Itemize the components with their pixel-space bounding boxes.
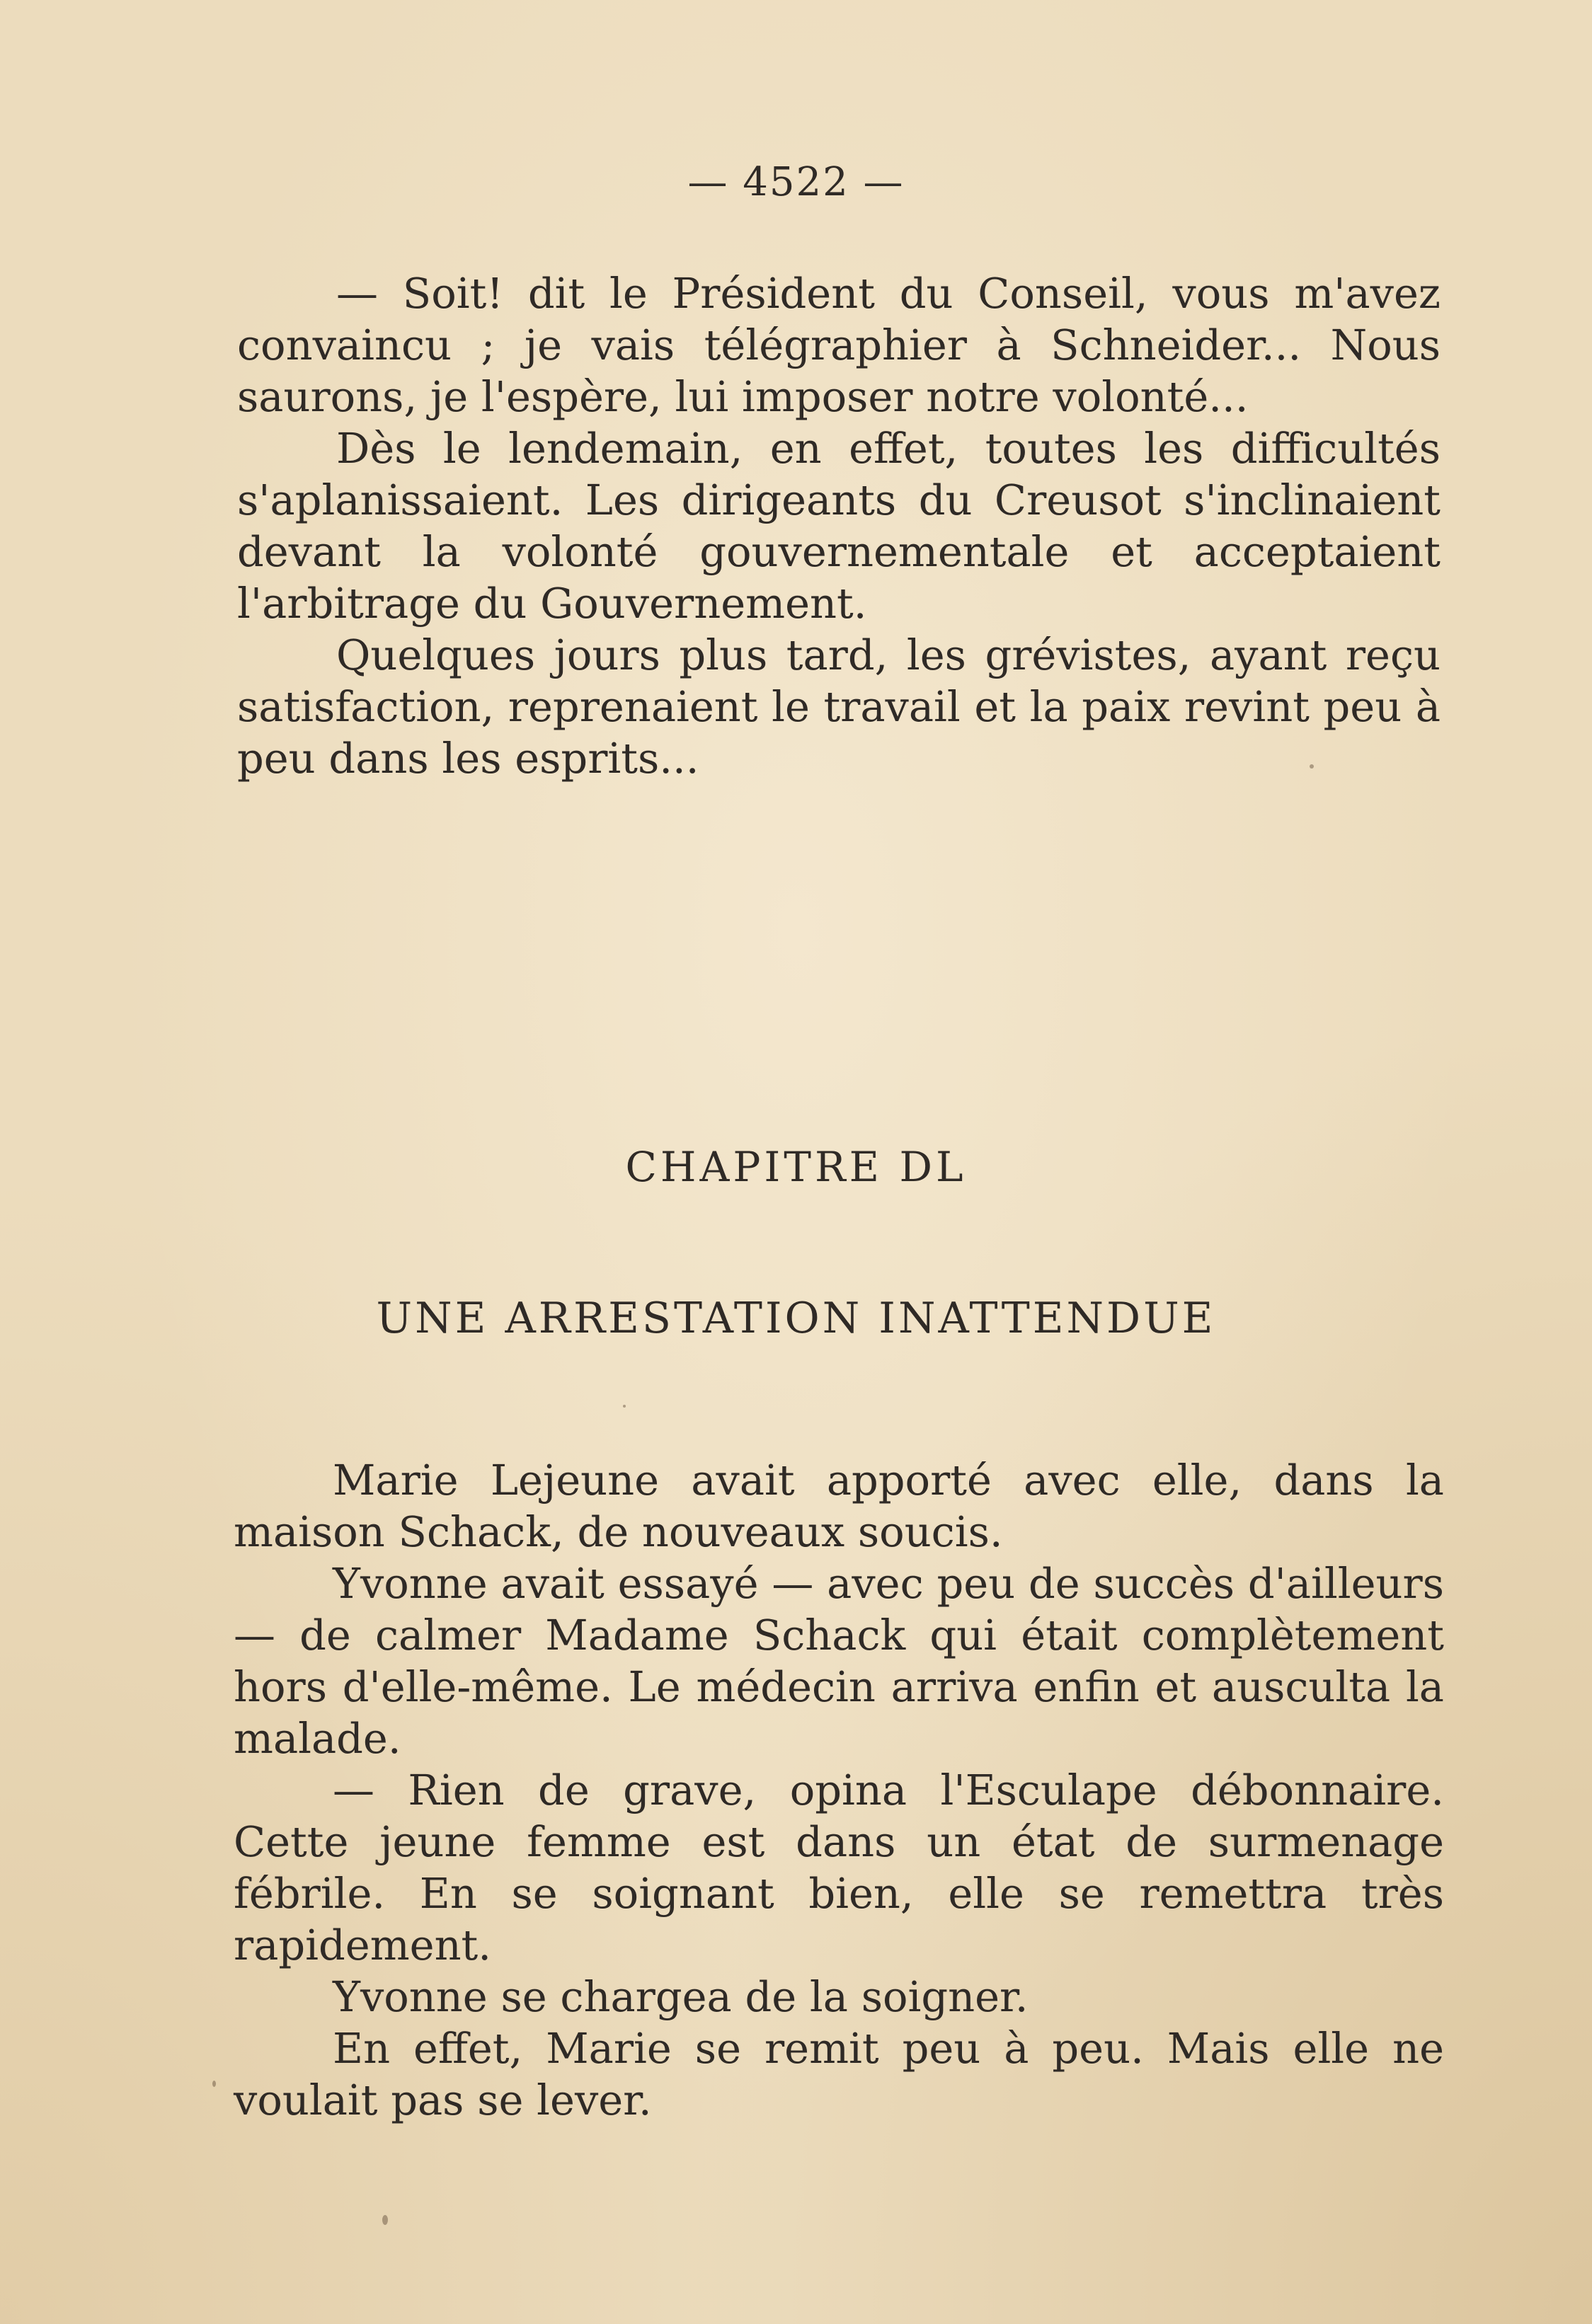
paragraph: — Rien de grave, opina l'Esculape débonnaire. Cette jeune femme est dans un état de surmenage fébrile. En se soignant bien, elle se remettra très rapidement. — [234, 1766, 1444, 1969]
page-number: — 4522 — — [687, 159, 905, 205]
paragraph: Marie Lejeune avait apporté avec elle, dans la maison Schack, de nouveaux soucis. — [234, 1456, 1444, 1556]
paper-speck — [1310, 764, 1314, 769]
chapter-title: CHAPITRE DL — [625, 1143, 967, 1191]
paragraph: Yvonne se chargea de la soigner. — [333, 1972, 1029, 2021]
paragraph: Quelques jours plus tard, les grévistes, ayant reçu satisfaction, reprenaient le travail et la paix revint peu à peu dans les esprits... — [237, 631, 1441, 783]
top-text-block — [237, 268, 1441, 784]
chapter-subtitle: UNE ARRESTATION INATTENDUE — [376, 1294, 1216, 1343]
paper-speck — [623, 1405, 626, 1408]
paragraph: Yvonne avait essayé — avec peu de succès d'ailleurs — de calmer Madame Schack qui était complètement hors d'elle-même. Le médecin arriva enfin et ausculta la malade. — [234, 1559, 1444, 1763]
paper-speck — [382, 2215, 388, 2225]
paragraph: En effet, Marie se remit peu à peu. Mais elle ne voulait pas se lever. — [234, 2024, 1444, 2124]
paragraph: Dès le lendemain, en effet, toutes les difficultés s'aplanissaient. Les dirigeants du Creusot s'inclinaient devant la volonté gouvernementale et acceptaient l'arbitrage du Gouvernement. — [237, 424, 1441, 628]
bottom-text-block — [234, 1454, 1444, 2126]
paper-speck — [212, 2081, 216, 2087]
paragraph: — Soit! dit le Président du Conseil, vous m'avez convaincu ; je vais télégraphier à Schneider... Nous saurons, je l'espère, lui imposer notre volonté... — [237, 269, 1441, 421]
